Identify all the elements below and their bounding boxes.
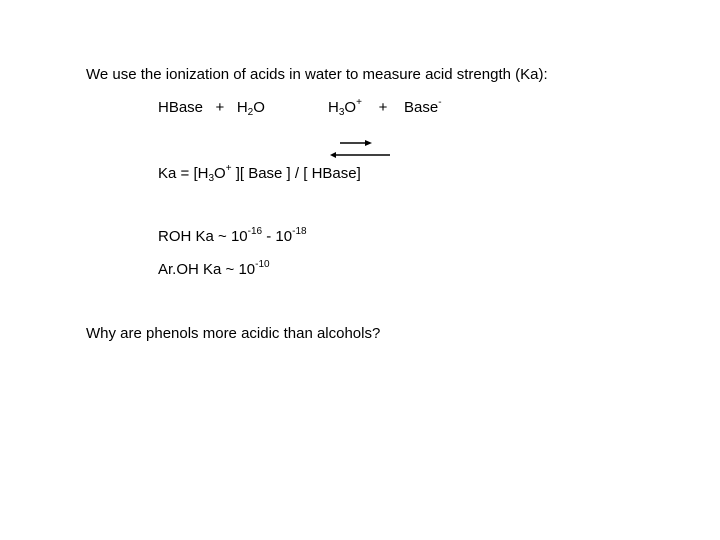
reactant-hbase: HBase	[158, 99, 204, 116]
question-text: Why are phenols more acidic than alcohols?	[86, 325, 381, 342]
plus-sign: +	[378, 99, 388, 116]
roh-ka: ROH Ka ~ $10^{-16} - 10^{-18}$	[158, 226, 307, 245]
reactant-water: $H_2O$	[236, 99, 265, 118]
equilibrium-products	[328, 99, 442, 117]
product-base: Base-	[404, 97, 442, 116]
equilibrium-arrows-icon	[330, 138, 394, 160]
product-hydronium: $H_3O^+$	[328, 97, 362, 118]
plus-sign: +	[215, 99, 225, 116]
intro-text: We use the ionization of acids in water to measure acid strength (Ka):	[86, 66, 548, 83]
ka-expression: $Ka = [H_3O^+$ ][ Base ] / [ HBase]	[158, 163, 361, 184]
equilibrium-reactants	[158, 99, 265, 117]
aroh-ka: Ar.OH Ka ~ $10^{-10}$	[158, 259, 270, 278]
